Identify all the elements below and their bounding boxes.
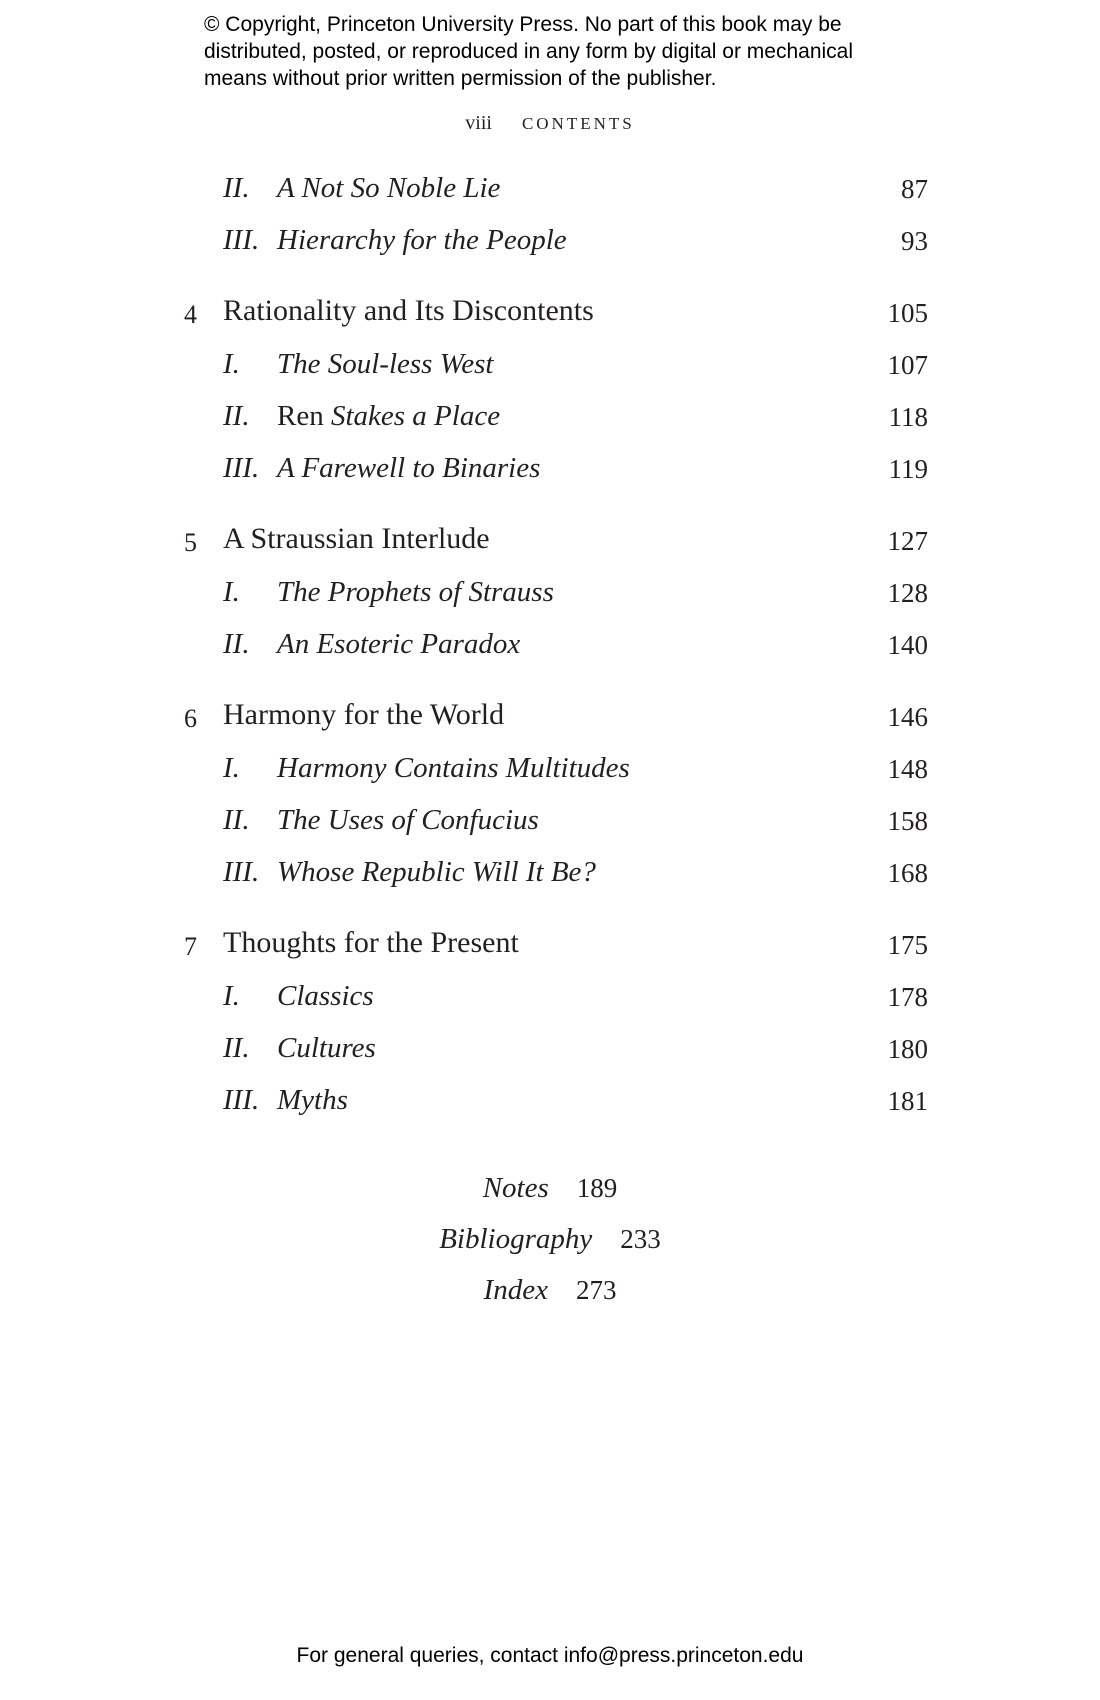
page-number: 180 [887,1034,928,1064]
copyright-line: © Copyright, Princeton University Press. No part of this book may be [204,13,842,36]
backmatter-entry [0,1172,1100,1223]
section-title: Classics [277,980,374,1012]
copyright-line: means without prior written permission of the publisher. [204,67,717,90]
section-title-italic-part: Stakes a Place [323,400,501,432]
section-title: The Prophets of Strauss [277,576,554,608]
section-title [277,400,500,433]
toc-chapter-entry [0,522,1100,562]
page-number: 158 [887,806,928,836]
page-number: 127 [887,526,928,556]
section-title: An Esoteric Paradox [277,628,521,660]
section-number: II. [223,172,250,204]
backmatter-entry [0,1223,1100,1274]
section-title: The Uses of Confucius [277,804,539,836]
section-number: I. [223,752,240,784]
toc-section-entry [0,854,1100,894]
toc-section-entry [0,450,1100,490]
toc-chapter-entry [0,926,1100,966]
toc-section-entry [0,1082,1100,1122]
toc-section-entry [0,170,1100,210]
toc-chapter-entry [0,698,1100,738]
section-title: A Farewell to Binaries [277,452,541,484]
backmatter-label: Bibliography [439,1223,593,1255]
backmatter-label: Index [483,1274,548,1306]
toc-section-entry [0,802,1100,842]
section-title: Harmony Contains Multitudes [277,752,630,784]
toc-section-entry [0,346,1100,386]
page-number: 146 [887,702,928,732]
section-title-roman-part: Ren [277,400,324,432]
chapter-title: A Straussian Interlude [223,522,490,555]
backmatter-label: Notes [482,1172,549,1204]
section-title: Hierarchy for the People [277,224,567,256]
toc-chapter-entry [0,294,1100,334]
chapter-number: 7 [184,932,197,961]
chapter-title: Harmony for the World [223,698,505,731]
section-number: II. [223,1032,250,1064]
section-number: II. [223,628,250,660]
page-number: 140 [887,630,928,660]
toc-section-entry [0,978,1100,1018]
chapter-number: 5 [184,528,197,557]
section-number: II. [223,400,250,432]
page-number: 181 [887,1086,928,1116]
section-title: Whose Republic Will It Be? [277,856,596,888]
toc-section-entry [0,1030,1100,1070]
toc-section-entry [0,750,1100,790]
section-title: The Soul-less West [277,348,494,380]
section-number: II. [223,804,250,836]
chapter-title: Rationality and Its Discontents [223,294,594,327]
page-number: 273 [575,1275,617,1305]
page-number: 107 [887,350,928,380]
page-number: 233 [620,1224,661,1254]
page-number: 105 [887,298,928,328]
toc-section-entry [0,222,1100,262]
toc-section-entry [0,398,1100,438]
section-number: III. [223,856,260,888]
page-folio: viii [465,112,492,134]
backmatter-list [0,1172,1100,1325]
section-title: Myths [277,1084,348,1116]
section-number: I. [223,576,240,608]
page-number: 189 [576,1173,618,1203]
page-number: 148 [887,754,928,784]
page-number: 175 [887,930,928,960]
section-number: III. [223,452,260,484]
chapter-number: 4 [184,300,197,329]
section-number: I. [223,980,240,1012]
page-number: 87 [901,174,928,204]
section-title: A Not So Noble Lie [277,172,501,204]
page-number: 93 [901,226,928,256]
toc-section-entry [0,574,1100,614]
section-number: III. [223,1084,260,1116]
chapter-title: Thoughts for the Present [223,926,519,959]
page-number: 119 [888,454,928,484]
page-number: 168 [887,858,928,888]
section-number: III. [223,224,260,256]
section-number: I. [223,348,240,380]
section-title: Cultures [277,1032,376,1064]
backmatter-entry [0,1274,1100,1325]
page-number: 128 [887,578,928,608]
footer-contact: For general queries, contact info@press.princeton.edu [296,1644,804,1667]
copyright-line: distributed, posted, or reproduced in any form by digital or mechanical [204,40,854,63]
page-number: 178 [887,982,928,1012]
chapter-number: 6 [184,704,197,733]
running-head-label: CONTENTS [521,114,635,133]
toc-section-entry [0,626,1100,666]
page-number: 118 [888,402,928,432]
